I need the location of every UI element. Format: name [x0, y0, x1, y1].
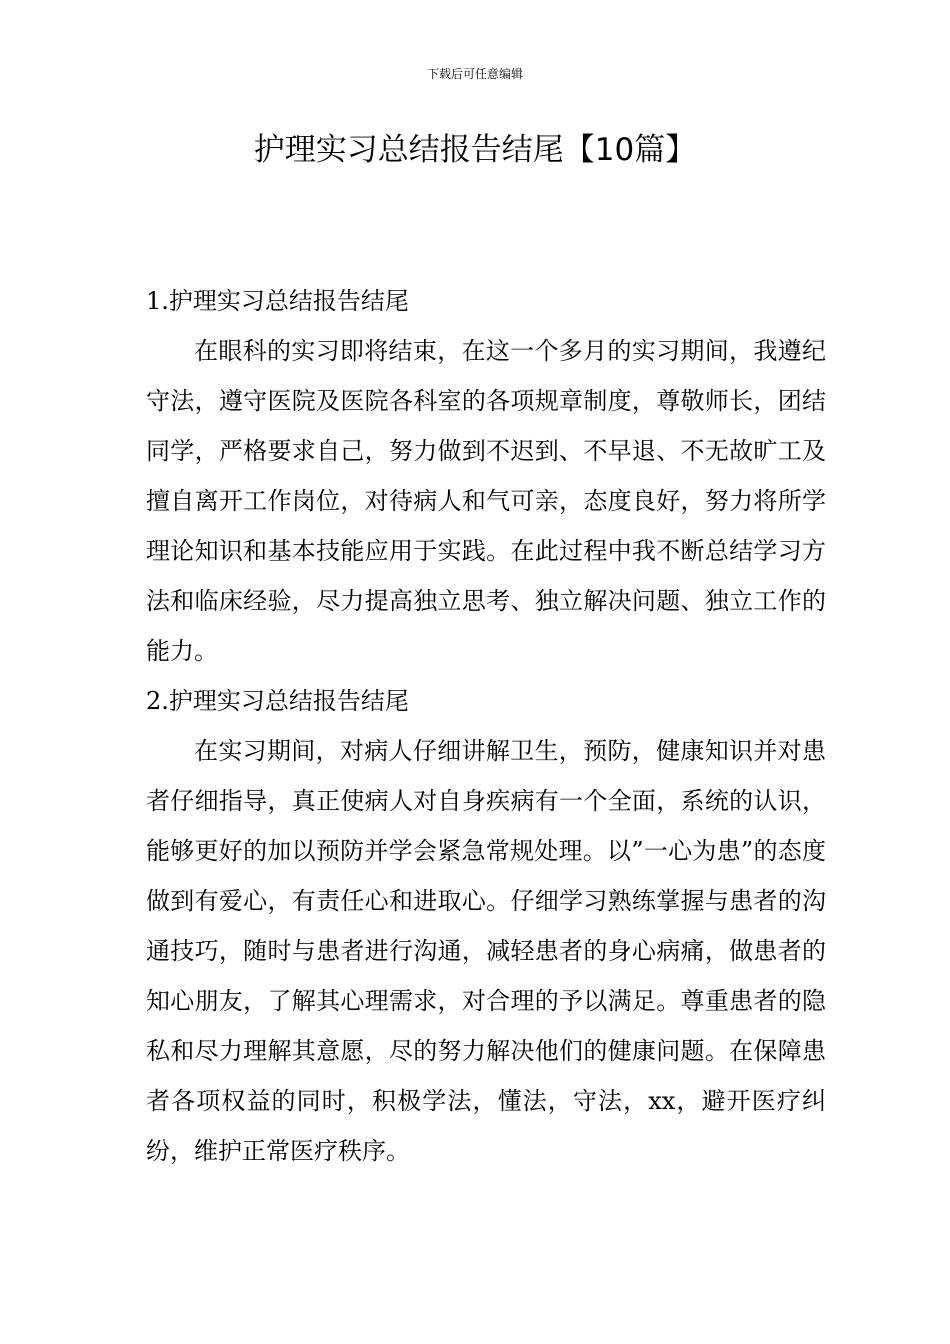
section-2: [146, 676, 826, 1176]
header-note: 下载后可任意编辑: [426, 67, 523, 81]
section-heading: 2.护理实习总结报告结尾: [146, 687, 409, 715]
section-paragraph: 在眼科的实习即将结束，在这一个多月的实习期间，我遵纪守法，遵守医院及医院各科室的各项规章制度，尊敬师长，团结同学，严格要求自己，努力做到不迟到、不早退、不无故旷工及擅自离开工作岗位，对待病人和气可亲，态度良好，努力将所学理论知识和基本技能应用于实践。在此过程中我不断总结学习方法和临床经验，尽力提高独立思考、独立解决问题、独立工作的能力。: [146, 337, 826, 665]
document-title: 护理实习总结报告结尾【10篇】: [253, 132, 697, 168]
document-body: [146, 276, 826, 1176]
section-1: [146, 276, 826, 676]
section-heading: 1.护理实习总结报告结尾: [146, 287, 409, 315]
section-paragraph: 在实习期间，对病人仔细讲解卫生，预防，健康知识并对患者仔细指导，真正使病人对自身疾病有一个全面，系统的认识，能够更好的加以预防并学会紧急常规处理。以”一心为患”的态度做到有爱心，有责任心和进取心。仔细学习熟练掌握与患者的沟通技巧，随时与患者进行沟通，减轻患者的身心病痛，做患者的知心朋友，了解其心理需求，对合理的予以满足。尊重患者的隐私和尽力理解其意愿，尽的努力解决他们的健康问题。在保障患者各项权益的同时，积极学法，懂法，守法，xx，避开医疗纠纷，维护正常医疗秩序。: [146, 737, 826, 1165]
